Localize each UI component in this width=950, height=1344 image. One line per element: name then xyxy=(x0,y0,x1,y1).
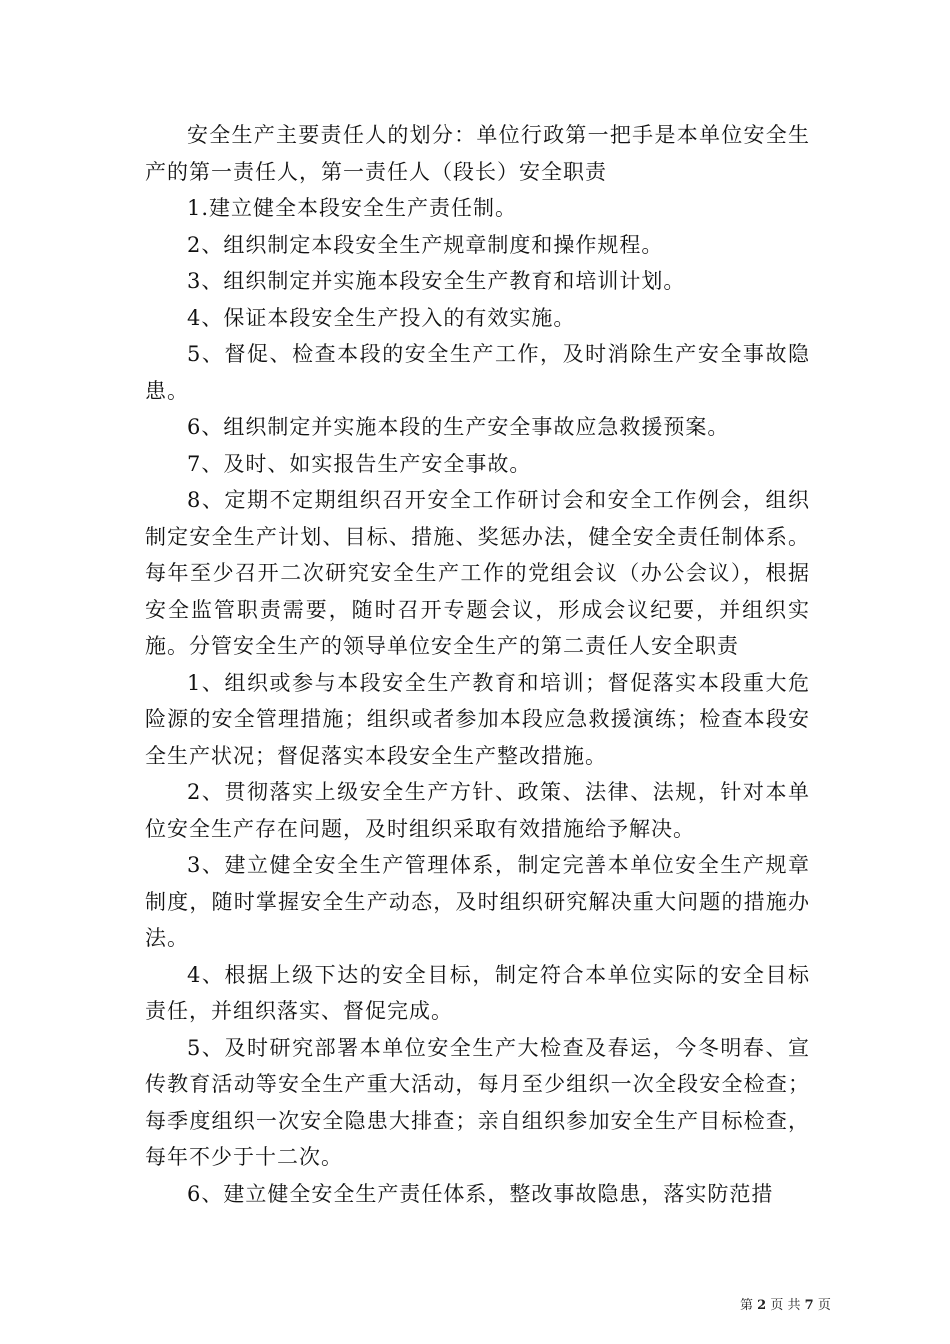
paragraph-item-4: 4、保证本段安全生产投入的有效实施。 xyxy=(187,305,576,330)
footer-middle: 页 共 xyxy=(770,1298,801,1313)
paragraph-item-5: 5、督促、检查本段的安全生产工作，及时消除生产安全事故隐患。 xyxy=(145,342,810,403)
paragraph-item-7: 7、及时、如实报告生产安全事故。 xyxy=(187,451,532,476)
paragraph-second-item-2: 2、贯彻落实上级安全生产方针、政策、法律、法规，针对本单位安全生产存在问题，及时组织采取有效措施给予解决。 xyxy=(145,780,810,841)
footer-prefix: 第 xyxy=(740,1298,754,1313)
document-body xyxy=(145,117,810,1212)
paragraph-item-2: 2、组织制定本段安全生产规章制度和操作规程。 xyxy=(187,232,664,257)
paragraph-second-item-4: 4、根据上级下达的安全目标，制定符合本单位实际的安全目标责任，并组织落实、督促完成。 xyxy=(145,962,810,1023)
paragraph-second-item-6: 6、建立健全安全生产责任体系，整改事故隐患，落实防范措 xyxy=(187,1181,774,1206)
paragraph-second-item-1: 1、组织或参与本段安全生产教育和培训；督促落实本段重大危险源的安全管理措施；组织或者参加本段应急救援演练；检查本段安全生产状况；督促落实本段安全生产整改措施。 xyxy=(145,670,810,768)
footer-current-page: 2 xyxy=(757,1298,767,1313)
footer-suffix: 页 xyxy=(817,1298,831,1313)
paragraph-item-1: 1.建立健全本段安全生产责任制。 xyxy=(187,196,518,220)
paragraph-item-3: 3、组织制定并实施本段安全生产教育和培训计划。 xyxy=(187,269,686,293)
paragraph-second-item-5: 5、及时研究部署本单位安全生产大检查及春运，今冬明春、宣传教育活动等安全生产重大活动，每月至少组织一次全段安全检查；每季度组织一次安全隐患大排查；亲自组织参加安全生产目标检查，每年不少于十二次。 xyxy=(145,1035,810,1169)
paragraph-second-item-3: 3、建立健全安全生产管理体系，制定完善本单位安全生产规章制度，随时掌握安全生产动态，及时组织研究解决重大问题的措施办法。 xyxy=(145,853,810,950)
paragraph-item-6: 6、组织制定并实施本段的生产安全事故应急救援预案。 xyxy=(187,415,730,439)
footer-total-pages: 7 xyxy=(804,1298,814,1313)
paragraph-intro: 安全生产主要责任人的划分：单位行政第一把手是本单位安全生产的第一责任人，第一责任人（段长）安全职责 xyxy=(145,123,810,184)
page-number-footer xyxy=(740,1294,831,1313)
paragraph-item-8: 8、定期不定期组织召开安全工作研讨会和安全工作例会，组织制定安全生产计划、目标、措施、奖惩办法，健全安全责任制体系。每年至少召开二次研究安全生产工作的党组会议（办公会议），根据安全监管职责需要，随时召开专题会议，形成会议纪要，并组织实施。分管安全生产的领导单位安全生产的第二责任人安全职责 xyxy=(145,488,810,658)
